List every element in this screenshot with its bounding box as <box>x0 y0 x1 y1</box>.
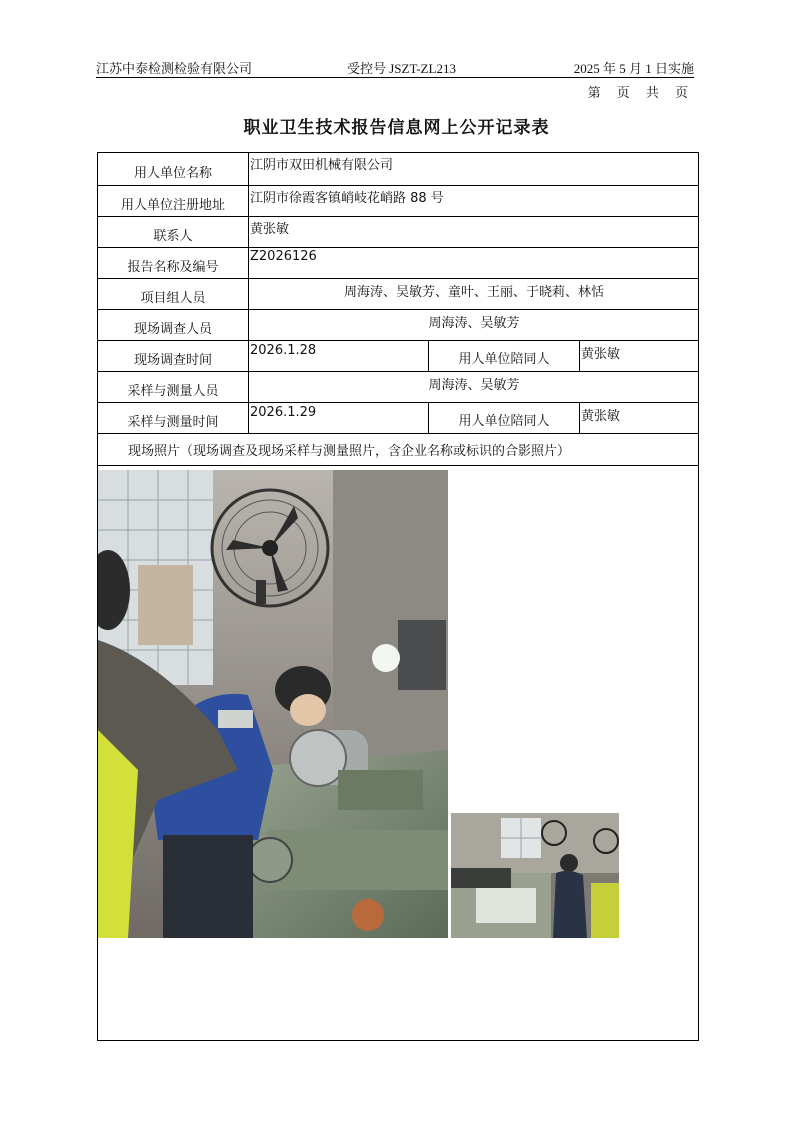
record-table <box>97 152 699 1041</box>
header-effective-date: 2025 年 5 月 1 日实施 <box>573 61 694 76</box>
workshop-sampling-photo <box>451 813 619 938</box>
table-row-report <box>98 248 698 279</box>
sampling-staff-label: 采样与测量人员 <box>98 372 249 402</box>
table-row-team <box>98 279 698 310</box>
sampling-escort-label: 用人单位陪同人 <box>429 403 580 433</box>
survey-staff-value: 周海涛、吴敏芳 <box>428 316 520 331</box>
sampling-photo <box>451 813 619 938</box>
lathe-worker-photo <box>98 470 448 938</box>
photos-caption: 现场照片（现场调查及现场采样与测量照片，含企业名称或标识的合影照片） <box>128 444 571 459</box>
table-row-photos-caption <box>98 434 698 466</box>
site-survey-photo <box>98 470 448 938</box>
header-divider <box>96 77 694 78</box>
photo-area <box>98 466 698 940</box>
header-control-number: 受控号 JSZT-ZL213 <box>347 61 456 76</box>
survey-time-label: 现场调查时间 <box>98 341 249 371</box>
survey-staff-label: 现场调查人员 <box>98 310 249 340</box>
sampling-time-label: 采样与测量时间 <box>98 403 249 433</box>
unit-name-value: 江阴市双田机械有限公司 <box>250 158 394 173</box>
team-value: 周海涛、吴敏芳、童叶、王丽、于晓莉、林恬 <box>343 285 604 300</box>
table-row-survey-staff <box>98 310 698 341</box>
table-row-unit-name <box>98 153 698 186</box>
address-label: 用人单位注册地址 <box>98 186 249 216</box>
contact-label: 联系人 <box>98 217 249 247</box>
sampling-staff-value: 周海涛、吴敏芳 <box>428 378 520 393</box>
team-label: 项目组人员 <box>98 279 249 309</box>
report-value: Z2026126 <box>250 249 317 264</box>
header-company: 江苏中泰检测检验有限公司 <box>96 61 253 76</box>
table-row-sampling-time <box>98 403 698 434</box>
survey-escort-value: 黄张敏 <box>581 347 621 362</box>
address-value: 江阴市徐霞客镇峭岐花峭路 88 号 <box>250 191 444 206</box>
report-label: 报告名称及编号 <box>98 248 249 278</box>
table-row-address <box>98 186 698 217</box>
page-number: 第 页 共 页 <box>587 86 694 101</box>
survey-escort-label: 用人单位陪同人 <box>429 341 580 371</box>
table-row-sampling-staff <box>98 372 698 403</box>
table-row-survey-time <box>98 341 698 372</box>
sampling-time-value: 2026.1.29 <box>249 403 429 433</box>
contact-value: 黄张敏 <box>250 222 290 237</box>
table-row-contact <box>98 217 698 248</box>
page-title: 职业卫生技术报告信息网上公开记录表 <box>243 118 550 138</box>
sampling-escort-value: 黄张敏 <box>581 409 621 424</box>
unit-name-label: 用人单位名称 <box>98 153 249 185</box>
survey-time-value: 2026.1.28 <box>249 341 429 371</box>
